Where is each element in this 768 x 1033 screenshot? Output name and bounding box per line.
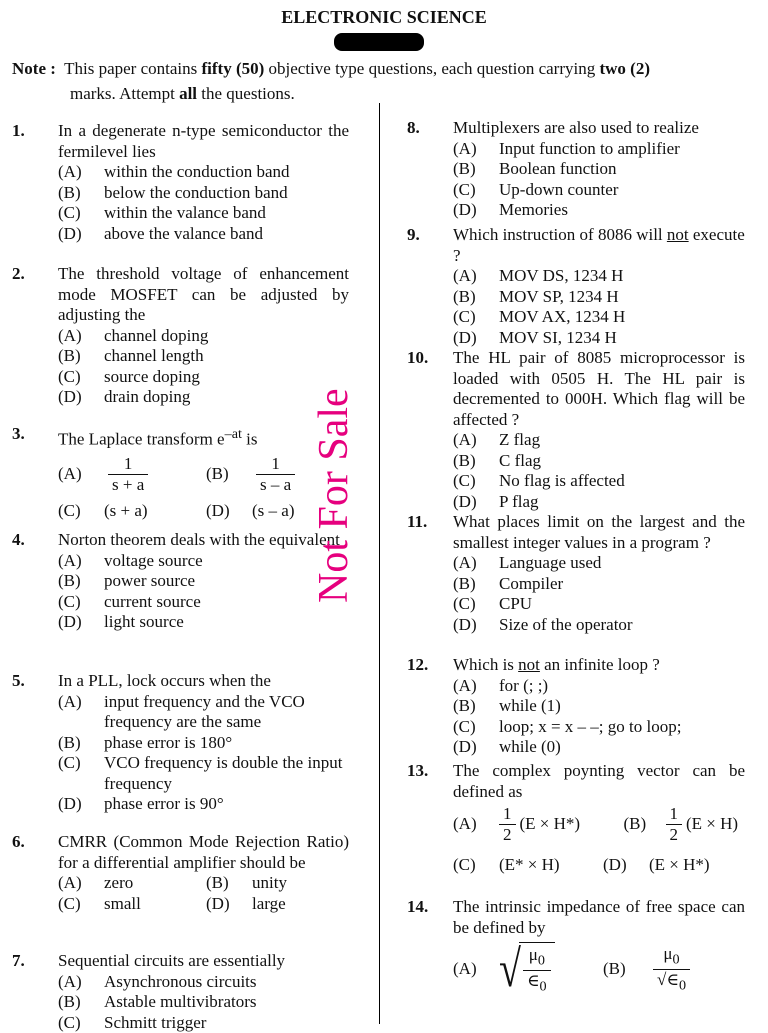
option-text: drain doping xyxy=(104,387,349,408)
option-key: (C) xyxy=(58,501,104,522)
question-stem: The intrinsic impedance of free space can be defined by xyxy=(453,897,745,938)
question-stem: Sequential circuits are essentially xyxy=(58,951,349,972)
option-text: MOV SP, 1234 H xyxy=(499,287,745,308)
question-4 xyxy=(58,530,349,633)
option-text: phase error is 90° xyxy=(104,794,349,815)
stem-emphasis: not xyxy=(518,655,540,674)
option-list xyxy=(58,692,349,815)
numerator xyxy=(525,945,549,970)
question-13 xyxy=(453,761,745,876)
option-row xyxy=(453,492,745,513)
option-text: C flag xyxy=(499,451,745,472)
option-text: source doping xyxy=(104,367,349,388)
question-number: 8. xyxy=(407,118,420,139)
stem-exponent: –at xyxy=(225,426,242,442)
option-row xyxy=(453,287,745,308)
option-key: (A) xyxy=(58,326,104,347)
option-row xyxy=(453,159,745,180)
option-text: unity xyxy=(252,873,287,894)
option-key: (A) xyxy=(453,139,499,160)
option-row xyxy=(58,203,349,224)
question-number: 14. xyxy=(407,897,428,918)
option-text: large xyxy=(252,894,286,915)
subscript: 0 xyxy=(679,977,686,993)
option-key: (C) xyxy=(453,717,499,738)
option-text: Schmitt trigger xyxy=(104,1013,349,1033)
question-number: 2. xyxy=(12,264,25,285)
option-key: (D) xyxy=(58,224,104,245)
question-stem: The threshold voltage of enhancement mode MOSFET can be adjusted by adjusting the xyxy=(58,264,349,326)
stem-text: Which is xyxy=(453,655,518,674)
option-list xyxy=(453,553,745,635)
option-list xyxy=(58,551,349,633)
question-6 xyxy=(58,832,349,914)
option-key: (C) xyxy=(58,1013,104,1033)
option-row xyxy=(453,471,745,492)
question-number: 5. xyxy=(12,671,25,692)
option-row xyxy=(58,592,349,613)
note-bold: fifty (50) xyxy=(202,59,265,78)
stem-text: an infinite loop ? xyxy=(540,655,660,674)
paper-title: ELECTRONIC SCIENCE xyxy=(0,7,768,28)
question-stem: CMRR (Common Mode Rejection Ratio) for a differential amplifier should be xyxy=(58,832,349,873)
option-key: (A) xyxy=(453,676,499,697)
option-row xyxy=(58,224,349,245)
option-list xyxy=(453,676,745,758)
option-list xyxy=(453,430,745,512)
question-12 xyxy=(453,655,745,758)
option-key: (D) xyxy=(206,501,252,522)
question-stem: The HL pair of 8085 microprocessor is loaded with 0505 H. The HL pair is decremented to 000H. Which flag will be affected ? xyxy=(453,348,745,430)
option-row xyxy=(453,574,745,595)
option-key: (A) xyxy=(453,959,499,980)
redaction-bar xyxy=(334,33,424,51)
note-text: objective type questions, each question carrying xyxy=(264,59,599,78)
question-stem xyxy=(453,655,745,676)
option-key: (B) xyxy=(453,287,499,308)
note-text: the questions. xyxy=(197,84,295,103)
option-text: Up-down counter xyxy=(499,180,745,201)
question-number: 13. xyxy=(407,761,428,782)
option-row xyxy=(453,615,745,636)
column-divider xyxy=(379,103,380,1024)
denominator: 2 xyxy=(499,824,516,845)
option-text: below the conduction band xyxy=(104,183,349,204)
subscript: 0 xyxy=(540,979,547,995)
option-text: within the valance band xyxy=(104,203,349,224)
option-row xyxy=(58,387,349,408)
numerator: 1 xyxy=(267,454,284,474)
stem-text: is xyxy=(242,430,258,449)
option-key: (A) xyxy=(453,430,499,451)
option-key: (B) xyxy=(603,959,649,980)
option-row xyxy=(453,307,745,328)
option-text: (s + a) xyxy=(104,501,148,522)
subscript: 0 xyxy=(538,952,545,968)
option-key: (B) xyxy=(206,873,252,894)
option-row xyxy=(453,696,745,717)
option-row xyxy=(453,676,745,697)
option-key: (D) xyxy=(453,328,499,349)
option-key: (A) xyxy=(58,873,104,894)
option-key: (D) xyxy=(453,615,499,636)
question-3 xyxy=(58,424,349,522)
fraction xyxy=(523,945,551,997)
denominator: s – a xyxy=(256,474,295,495)
question-stem xyxy=(453,225,745,266)
option-list xyxy=(58,162,349,244)
option-list xyxy=(58,326,349,408)
numerator xyxy=(659,944,683,969)
subscript: 0 xyxy=(673,951,680,967)
option-key: (C) xyxy=(58,367,104,388)
option-row xyxy=(58,367,349,388)
option-text: MOV SI, 1234 H xyxy=(499,328,745,349)
option-key: (D) xyxy=(453,737,499,758)
option-text: (E × H*) xyxy=(520,814,624,835)
option-key: (C) xyxy=(453,471,499,492)
option-text: Asynchronous circuits xyxy=(104,972,349,993)
option-key: (A) xyxy=(58,464,104,485)
option-text: Input function to amplifier xyxy=(499,139,745,160)
fraction xyxy=(653,944,690,996)
option-row xyxy=(453,553,745,574)
instructions-note xyxy=(12,56,748,106)
option-row xyxy=(58,753,349,794)
option-text: above the valance band xyxy=(104,224,349,245)
option-row xyxy=(453,451,745,472)
option-text: No flag is affected xyxy=(499,471,745,492)
option-text: while (0) xyxy=(499,737,745,758)
mu-symbol: μ xyxy=(529,945,538,964)
option-row xyxy=(453,139,745,160)
option-row xyxy=(58,992,349,1013)
note-text: marks. Attempt xyxy=(70,84,179,103)
option-text: Astable multivibrators xyxy=(104,992,349,1013)
option-text: small xyxy=(104,894,141,915)
question-stem: In a degenerate n-type semiconductor the fermilevel lies xyxy=(58,121,349,162)
option-key: (D) xyxy=(58,387,104,408)
option-text: (s – a) xyxy=(252,501,294,522)
option-key: (D) xyxy=(453,492,499,513)
option-key: (B) xyxy=(58,733,104,754)
stem-text: The Laplace transform e xyxy=(58,430,225,449)
option-key: (B) xyxy=(58,992,104,1013)
option-key: (C) xyxy=(58,753,104,794)
denominator: 2 xyxy=(666,824,683,845)
option-key: (D) xyxy=(58,794,104,815)
option-text: Z flag xyxy=(499,430,745,451)
question-number: 3. xyxy=(12,424,25,445)
question-8 xyxy=(453,118,745,221)
option-text: for (; ;) xyxy=(499,676,745,697)
option-row xyxy=(58,794,349,815)
question-stem: Norton theorem deals with the equivalent xyxy=(58,530,349,551)
question-9 xyxy=(453,225,745,348)
numerator: 1 xyxy=(499,804,516,824)
option-row xyxy=(453,717,745,738)
option-row xyxy=(453,737,745,758)
option-text: voltage source xyxy=(104,551,349,572)
question-number: 9. xyxy=(407,225,420,246)
option-row xyxy=(58,733,349,754)
question-stem: What places limit on the largest and the smallest integer values in a program ? xyxy=(453,512,745,553)
denominator xyxy=(523,970,551,996)
question-2 xyxy=(58,264,349,408)
option-key: (B) xyxy=(58,183,104,204)
option-row xyxy=(58,551,349,572)
option-row xyxy=(58,571,349,592)
option-row xyxy=(58,183,349,204)
option-row xyxy=(58,162,349,183)
fraction xyxy=(256,454,295,495)
option-text: light source xyxy=(104,612,349,633)
option-row xyxy=(453,594,745,615)
question-stem: The complex poynting vector can be defined as xyxy=(453,761,745,802)
option-text: power source xyxy=(104,571,349,592)
option-key: (C) xyxy=(58,592,104,613)
option-text: channel doping xyxy=(104,326,349,347)
question-7 xyxy=(58,951,349,1033)
option-key: (D) xyxy=(206,894,252,915)
option-key: (A) xyxy=(58,692,104,733)
option-key: (A) xyxy=(58,162,104,183)
option-text: loop; x = x – –; go to loop; xyxy=(499,717,745,738)
question-5 xyxy=(58,671,349,815)
option-text: phase error is 180° xyxy=(104,733,349,754)
mu-symbol: μ xyxy=(663,944,672,963)
option-key: (B) xyxy=(58,571,104,592)
numerator: 1 xyxy=(666,804,683,824)
option-text: Language used xyxy=(499,553,745,574)
option-text: Memories xyxy=(499,200,745,221)
option-row xyxy=(58,1013,349,1033)
option-text: (E × H*) xyxy=(649,855,710,876)
option-key: (D) xyxy=(603,855,649,876)
option-text: MOV DS, 1234 H xyxy=(499,266,745,287)
option-key: (C) xyxy=(58,203,104,224)
option-text: channel length xyxy=(104,346,349,367)
option-text: while (1) xyxy=(499,696,745,717)
option-key: (A) xyxy=(58,551,104,572)
option-key: (A) xyxy=(453,266,499,287)
question-stem xyxy=(58,424,349,450)
option-row xyxy=(58,346,349,367)
option-text: Compiler xyxy=(499,574,745,595)
option-key: (C) xyxy=(58,894,104,915)
option-key: (C) xyxy=(453,594,499,615)
denominator: $√\in_0$ xyxy=(653,969,690,995)
option-text: (E × H) xyxy=(686,814,738,835)
option-key: (B) xyxy=(58,346,104,367)
option-row xyxy=(58,692,349,733)
option-key: (B) xyxy=(453,159,499,180)
question-number: 12. xyxy=(407,655,428,676)
option-key: (B) xyxy=(453,451,499,472)
sqrt-mu-over-eps: √ $\frac{\mu_0}{\in_0}$ xyxy=(499,942,603,997)
option-key: (B) xyxy=(453,574,499,595)
epsilon-symbol: ∈ xyxy=(666,970,679,989)
option-text: CPU xyxy=(499,594,745,615)
fraction-half xyxy=(666,804,683,845)
option-text: MOV AX, 1234 H xyxy=(499,307,745,328)
option-row xyxy=(453,328,745,349)
option-text: VCO frequency is double the input frequency xyxy=(104,753,349,794)
question-number: 7. xyxy=(12,951,25,972)
option-text: current source xyxy=(104,592,349,613)
question-number: 6. xyxy=(12,832,25,853)
option-text: zero xyxy=(104,873,133,894)
option-key: (C) xyxy=(453,180,499,201)
note-bold: two (2) xyxy=(599,59,650,78)
option-key: (B) xyxy=(453,696,499,717)
option-list xyxy=(453,139,745,221)
option-row xyxy=(58,326,349,347)
denominator: s + a xyxy=(108,474,148,495)
option-text: (E* × H) xyxy=(499,855,603,876)
option-key: (C) xyxy=(453,307,499,328)
numerator: 1 xyxy=(120,454,137,474)
stem-emphasis: not xyxy=(667,225,689,244)
option-key: (B) xyxy=(624,814,666,835)
option-row xyxy=(453,180,745,201)
question-stem: In a PLL, lock occurs when the xyxy=(58,671,349,692)
option-row xyxy=(453,430,745,451)
question-number: 4. xyxy=(12,530,25,551)
option-key: (B) xyxy=(206,464,252,485)
option-text: Boolean function xyxy=(499,159,745,180)
watermark-not-for-sale: Not For Sale xyxy=(310,493,358,603)
option-row xyxy=(453,266,745,287)
question-10 xyxy=(453,348,745,512)
question-1 xyxy=(58,121,349,244)
fraction-half xyxy=(499,804,516,845)
option-text: Size of the operator xyxy=(499,615,745,636)
question-stem: Multiplexers are also used to realize xyxy=(453,118,745,139)
question-number: 11. xyxy=(407,512,427,533)
option-row xyxy=(58,612,349,633)
option-key: (A) xyxy=(453,814,499,835)
epsilon-symbol: ∈ xyxy=(527,971,540,990)
question-number: 10. xyxy=(407,348,428,369)
option-key: (D) xyxy=(58,612,104,633)
option-list xyxy=(453,266,745,348)
option-text: P flag xyxy=(499,492,745,513)
note-label: Note : xyxy=(12,59,56,78)
option-key: (C) xyxy=(453,855,499,876)
stem-text: Which instruction of 8086 will xyxy=(453,225,667,244)
note-bold: all xyxy=(179,84,197,103)
option-row xyxy=(58,972,349,993)
stem-text: execute ? xyxy=(453,225,745,265)
question-11 xyxy=(453,512,745,635)
note-text: This paper contains xyxy=(64,59,201,78)
option-text: input frequency and the VCO frequency are the same xyxy=(104,692,349,733)
option-text: within the conduction band xyxy=(104,162,349,183)
option-key: (A) xyxy=(58,972,104,993)
fraction xyxy=(108,454,148,495)
option-key: (A) xyxy=(453,553,499,574)
option-row xyxy=(453,200,745,221)
question-number: 1. xyxy=(12,121,25,142)
question-14 xyxy=(453,897,745,997)
option-key: (D) xyxy=(453,200,499,221)
